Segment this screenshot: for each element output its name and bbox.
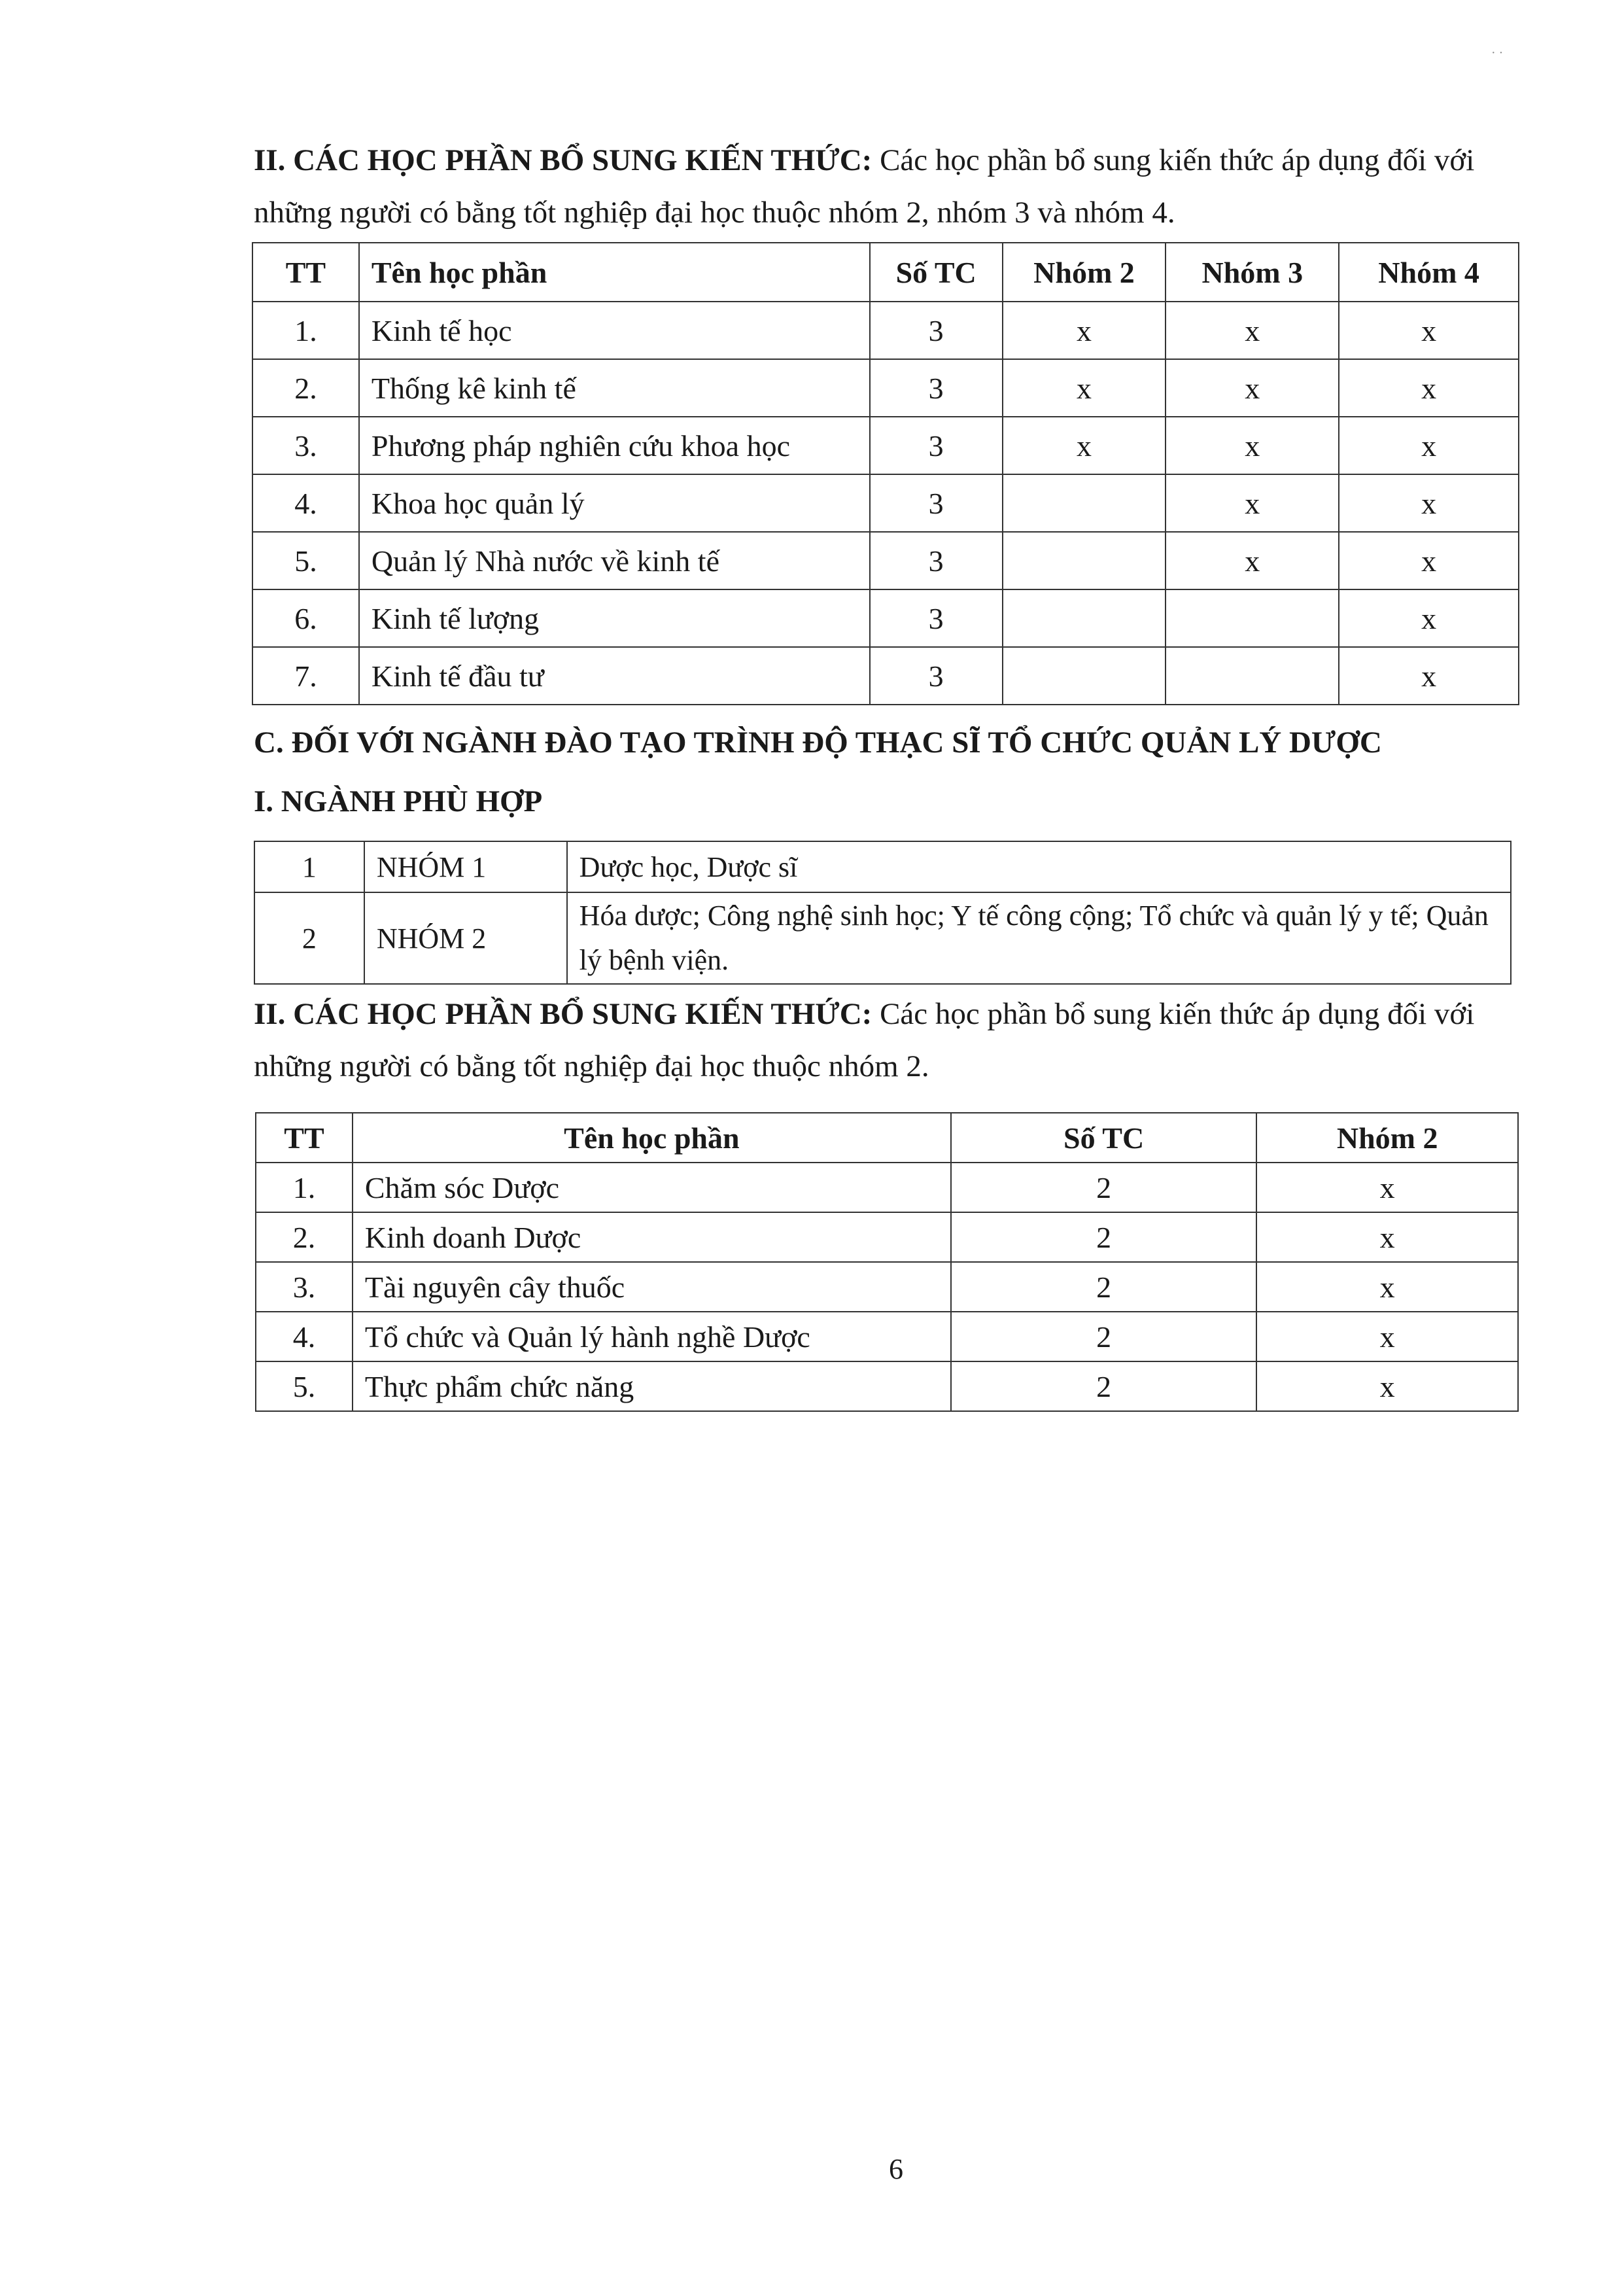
course-name: Kinh doanh Dược	[353, 1212, 951, 1262]
matching-majors-table	[254, 841, 1512, 985]
group-2-mark: x	[1256, 1361, 1518, 1411]
section2-heading: II. CÁC HỌC PHẦN BỔ SUNG KIẾN THỨC:	[254, 997, 872, 1031]
row-number: 3.	[256, 1262, 353, 1312]
header-tt: TT	[252, 243, 359, 302]
course-name: Tổ chức và Quản lý hành nghề Dược	[353, 1312, 951, 1361]
section2-intro	[254, 988, 1516, 1093]
section1-intro	[254, 134, 1516, 239]
group-number: 1	[254, 841, 364, 892]
section-c-subtitle: I. NGÀNH PHÙ HỢP	[254, 784, 543, 818]
group-4-mark: x	[1339, 417, 1519, 474]
row-number: 2.	[256, 1212, 353, 1262]
section2-description: Các học phần bổ sung kiến thức áp dụng đối với những người có bằng tốt nghiệp đại học thuộc nhóm 2.	[254, 997, 1475, 1083]
group-3-mark: x	[1166, 302, 1339, 359]
table-row	[256, 1262, 1518, 1312]
course-name: Thống kê kinh tế	[359, 359, 870, 417]
course-name: Kinh tế lượng	[359, 589, 870, 647]
course-name: Chăm sóc Dược	[353, 1163, 951, 1212]
credits: 3	[870, 532, 1003, 589]
credits: 2	[951, 1163, 1256, 1212]
section1-heading: II. CÁC HỌC PHẦN BỔ SUNG KIẾN THỨC:	[254, 143, 872, 177]
row-number: 6.	[252, 589, 359, 647]
row-number: 4.	[252, 474, 359, 532]
group-2-mark	[1003, 532, 1166, 589]
table-header-row	[256, 1113, 1518, 1163]
course-name: Kinh tế đầu tư	[359, 647, 870, 705]
group-4-mark: x	[1339, 302, 1519, 359]
credits: 2	[951, 1312, 1256, 1361]
credits: 3	[870, 647, 1003, 705]
group-majors: Dược học, Dược sĩ	[567, 841, 1511, 892]
group-2-mark	[1003, 589, 1166, 647]
header-group-2: Nhóm 2	[1256, 1113, 1518, 1163]
credits: 3	[870, 359, 1003, 417]
supplementary-courses-table-1	[252, 242, 1519, 705]
table-row	[254, 841, 1511, 892]
header-group-3: Nhóm 3	[1166, 243, 1339, 302]
group-2-mark	[1003, 647, 1166, 705]
group-4-mark: x	[1339, 532, 1519, 589]
header-credits: Số TC	[951, 1113, 1256, 1163]
group-majors: Hóa dược; Công nghệ sinh học; Y tế công cộng; Tổ chức và quản lý y tế; Quản lý bệnh viện.	[567, 892, 1511, 984]
course-name: Kinh tế học	[359, 302, 870, 359]
table-row	[254, 892, 1511, 984]
group-2-mark	[1003, 474, 1166, 532]
table-header-row	[252, 243, 1519, 302]
table-row	[252, 589, 1519, 647]
group-4-mark: x	[1339, 647, 1519, 705]
credits: 2	[951, 1361, 1256, 1411]
page-number: 6	[889, 2153, 903, 2185]
group-4-mark: x	[1339, 359, 1519, 417]
credits: 3	[870, 302, 1003, 359]
table-row	[256, 1312, 1518, 1361]
group-2-mark: x	[1256, 1212, 1518, 1262]
credits: 2	[951, 1262, 1256, 1312]
group-3-mark: x	[1166, 417, 1339, 474]
supplementary-courses-table-2	[255, 1112, 1519, 1412]
group-2-mark: x	[1256, 1312, 1518, 1361]
group-3-mark: x	[1166, 359, 1339, 417]
header-tt: TT	[256, 1113, 353, 1163]
section-c-title: C. ĐỐI VỚI NGÀNH ĐÀO TẠO TRÌNH ĐỘ THẠC SĨ TỔ CHỨC QUẢN LÝ DƯỢC	[254, 726, 1382, 760]
row-number: 1.	[252, 302, 359, 359]
header-course-name: Tên học phần	[359, 243, 870, 302]
group-2-mark: x	[1003, 302, 1166, 359]
table-row	[252, 417, 1519, 474]
group-2-mark: x	[1256, 1163, 1518, 1212]
table-row	[252, 647, 1519, 705]
header-group-2: Nhóm 2	[1003, 243, 1166, 302]
credits: 3	[870, 589, 1003, 647]
group-name: NHÓM 2	[364, 892, 567, 984]
group-3-mark: x	[1166, 474, 1339, 532]
group-number: 2	[254, 892, 364, 984]
header-group-4: Nhóm 4	[1339, 243, 1519, 302]
scan-specks: · ·	[1491, 46, 1504, 60]
group-4-mark: x	[1339, 589, 1519, 647]
table-row	[256, 1361, 1518, 1411]
table-row	[252, 359, 1519, 417]
table-row	[256, 1163, 1518, 1212]
course-name: Thực phẩm chức năng	[353, 1361, 951, 1411]
header-credits: Số TC	[870, 243, 1003, 302]
course-name: Tài nguyên cây thuốc	[353, 1262, 951, 1312]
table-row	[252, 474, 1519, 532]
row-number: 2.	[252, 359, 359, 417]
group-2-mark: x	[1256, 1262, 1518, 1312]
table-row	[252, 302, 1519, 359]
row-number: 4.	[256, 1312, 353, 1361]
row-number: 3.	[252, 417, 359, 474]
group-3-mark	[1166, 589, 1339, 647]
course-name: Khoa học quản lý	[359, 474, 870, 532]
row-number: 5.	[256, 1361, 353, 1411]
course-name: Phương pháp nghiên cứu khoa học	[359, 417, 870, 474]
group-3-mark	[1166, 647, 1339, 705]
credits: 3	[870, 417, 1003, 474]
section1-description: Các học phần bổ sung kiến thức áp dụng đối với những người có bằng tốt nghiệp đại học thuộc nhóm 2, nhóm 3 và nhóm 4.	[254, 143, 1475, 230]
group-name: NHÓM 1	[364, 841, 567, 892]
row-number: 7.	[252, 647, 359, 705]
header-course-name: Tên học phần	[353, 1113, 951, 1163]
credits: 3	[870, 474, 1003, 532]
row-number: 5.	[252, 532, 359, 589]
table-row	[252, 532, 1519, 589]
course-name: Quản lý Nhà nước về kinh tế	[359, 532, 870, 589]
credits: 2	[951, 1212, 1256, 1262]
group-4-mark: x	[1339, 474, 1519, 532]
group-3-mark: x	[1166, 532, 1339, 589]
table-row	[256, 1212, 1518, 1262]
row-number: 1.	[256, 1163, 353, 1212]
group-2-mark: x	[1003, 359, 1166, 417]
group-2-mark: x	[1003, 417, 1166, 474]
